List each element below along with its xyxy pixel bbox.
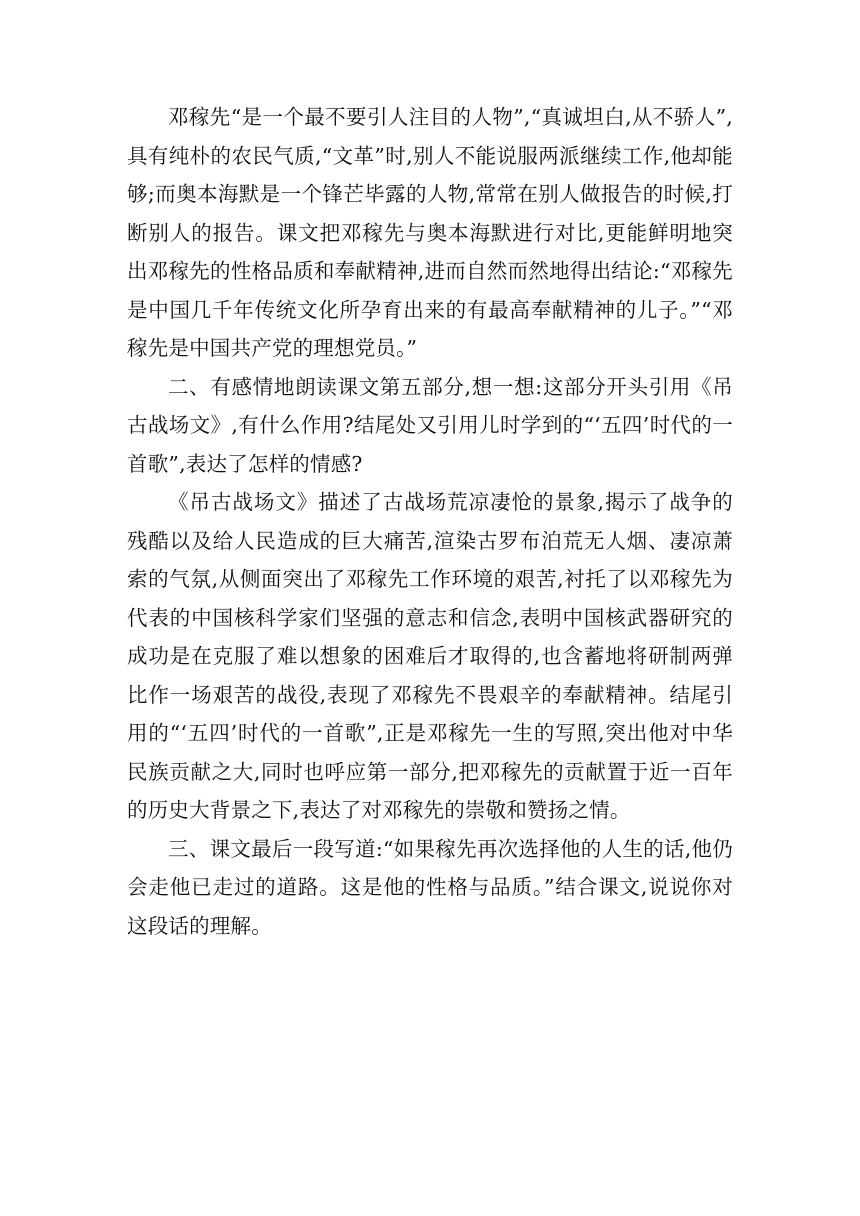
- paragraph-answer-two: 《吊古战场文》描述了古战场荒凉凄怆的景象,揭示了战争的残酷以及给人民造成的巨大痛苦,渲染古罗布泊荒无人烟、凄凉萧索的气氛,从侧面突出了邓稼先工作环境的艰苦,衬托了以邓稼先为代表的中国核科学家们坚强的意志和信念,表明中国核武器研究的成功是在克服了难以想象的困难后才取得的,也含蓄地将研制两弹比作一场艰苦的战役,表现了邓稼先不畏艰辛的奉献精神。结尾引用的“‘五四’时代的一首歌”,正是邓稼先一生的写照,突出他对中华民族贡献之大,同时也呼应第一部分,把邓稼先的贡献置于近一百年的历史大背景之下,表达了对邓稼先的崇敬和赞扬之情。: [127, 490, 733, 822]
- paragraph-contrast-answer: 邓稼先“是一个最不要引人注目的人物”,“真诚坦白,从不骄人”,具有纯朴的农民气质,“文革”时,别人不能说服两派继续工作,他却能够;而奥本海默是一个锋芒毕露的人物,常常在别人做报告的时候,打断别人的报告。课文把邓稼先与奥本海默进行对比,更能鲜明地突出邓稼先的性格品质和奉献精神,进而自然而然地得出结论:“邓稼先是中国几千年传统文化所孕育出来的有最高奉献精神的儿子。”“邓稼先是中国共产党的理想党员。”: [127, 105, 733, 360]
- paragraph-question-three: 三、课文最后一段写道:“如果稼先再次选择他的人生的话,他仍会走他已走过的道路。这是他的性格与品质。”结合课文,说说你对这段话的理解。: [127, 836, 733, 938]
- document-page: [127, 98, 733, 945]
- paragraph-question-two: 二、有感情地朗读课文第五部分,想一想:这部分开头引用《吊古战场文》,有什么作用?结尾处又引用儿时学到的“‘五四’时代的一首歌”,表达了怎样的情感?: [127, 374, 733, 476]
